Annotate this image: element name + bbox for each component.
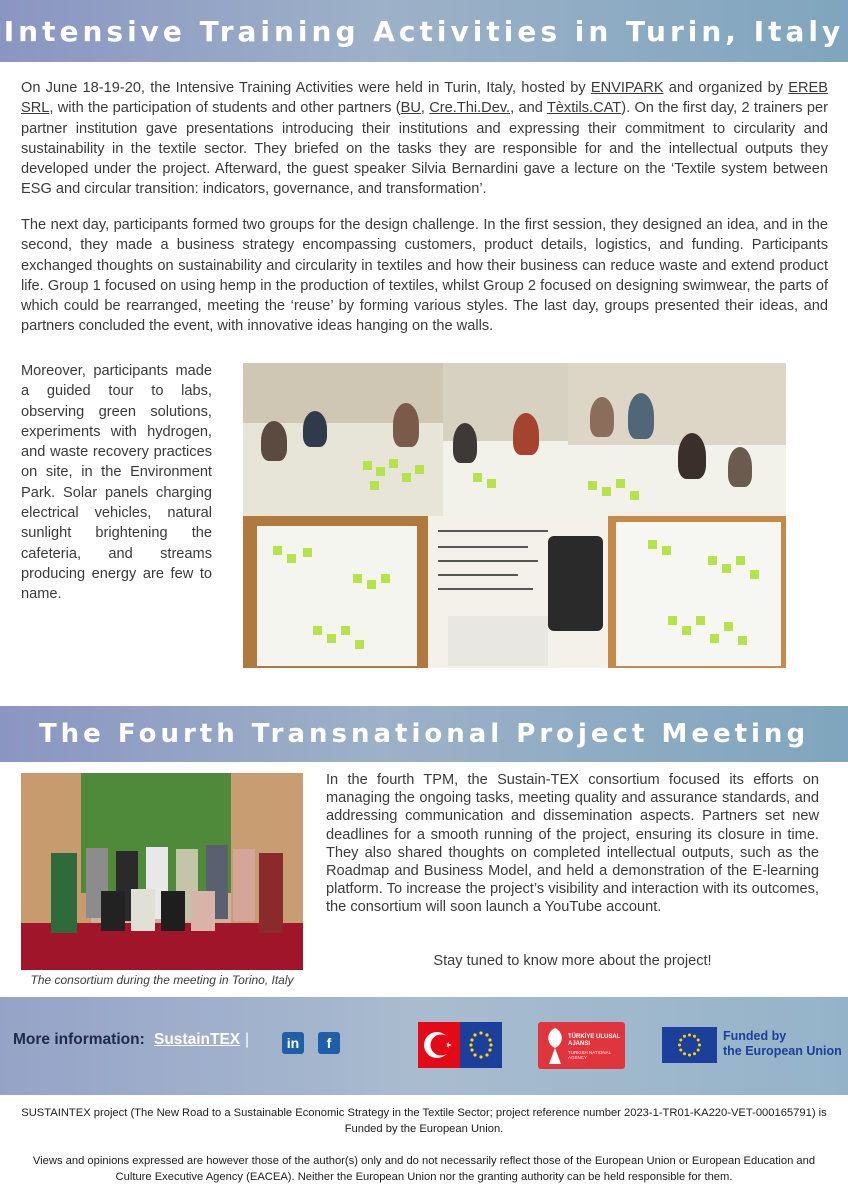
text-run: On June 18-19-20, the Intensive Training Activities were held in Turin, Italy, hosted by [21, 80, 591, 96]
ereb-link[interactable]: EREB SRL [21, 80, 828, 117]
photo-caption: The consortium during the meeting in Torino, Italy [30, 973, 294, 987]
photo-design-notes [428, 516, 608, 668]
turin-paragraph-3: Moreover, participants made a guided tour to labs, observing green solutions, experiments with hydrogen, and waste recovery practices on site, in the Environment Park. Solar panels charging electrical vehicles, natural sunlight brightening the cafeteria, and streams producing energy are few to name. [21, 363, 212, 603]
more-information-label: More information: [13, 1031, 145, 1048]
crescent-star-icon [418, 1022, 502, 1068]
text-run: , with the participation of students and other partners ( [49, 100, 401, 117]
agency-emblem-icon [540, 1022, 570, 1069]
crethidev-link[interactable]: Cre.Thi.Dev. [429, 100, 511, 117]
funded-by-eu-text [723, 1029, 842, 1059]
training-photo-collage [243, 363, 786, 668]
tpm-paragraph: In the fourth TPM, the Sustain-TEX consortium focused its efforts on managing the ongoing tasks, meeting quality and assurance standards, and addressing communication and dissemination aspects. Partners set new deadlines for a smooth running of the project, ensuring its closure in time. They also shared thoughts on completed intellectual outputs, such as the Roadmap and Business Model, and held a demonstration of the E-learning platform. To increase the project’s visibility and interaction with its outcomes, the consortium will soon launch a YouTube account. [326, 772, 819, 916]
stay-tuned-text: Stay tuned to know more about the project! [433, 953, 712, 969]
eu-flag [662, 1027, 717, 1063]
photo-canvas-1 [243, 516, 428, 668]
sustaintex-link[interactable]: SustainTEX [154, 1031, 241, 1048]
text-run: , [420, 100, 430, 117]
eu-stars-icon [662, 1027, 717, 1063]
funded-line-2: the European Union [723, 1044, 842, 1058]
agency-name: TÜRKİYE ULUSAL AJANSI [568, 1034, 621, 1047]
text-run: ). On the first day, 2 trainers per partner institution gave presentations introducing their institutions and expressing their commitment to circularity and sustainability in the textile sector. They briefed on the tasks they are responsible for and the intellectual outputs they developed under the project. Afterward, the guest speaker Silvia Bernardini gave a lecture on the ‘Textile system between ESG and circular transition: indicators, governance, and transformation’. [21, 100, 828, 198]
eu-disclaimer: Views and opinions expressed are however those of the author(s) only and do not necessarily reflect those of the European Union or European Education and Culture Executive Agency (EACEA). Neither the European Union nor the granting authority can be held responsible for them. [32, 1155, 816, 1183]
section-title-tpm: The Fourth Transnational Project Meeting [0, 706, 848, 762]
photo-discussion [568, 363, 786, 516]
funded-line-1: Funded by [723, 1029, 787, 1043]
text-run: , and [510, 100, 547, 117]
turin-paragraph-2: The next day, participants formed two groups for the design challenge. In the first session, they designed an idea, and in the second, they made a business strategy encompassing customers, product details, logistics, and funding. Participants exchanged thoughts on sustainability and circularity in textiles and how their business can reduce waste and extend product life. Group 1 focused on using hemp in the production of textiles, whilst Group 2 focused on designing swimwear, the parts of which could be rearranged, meeting the ‘reuse’ by forming various styles. The last day, groups presented their ideas, and partners concluded the event, with innovative ideas hanging on the walls. [21, 217, 828, 335]
photo-canvas-2 [608, 516, 786, 668]
photo-classroom [243, 363, 443, 516]
agency-subtitle: TURKISH NATIONAL AGENCY [568, 1050, 612, 1060]
project-funding-note: SUSTAINTEX project (The New Road to a Sustainable Economic Strategy in the Textile Sector; project reference number 2023-1-TR01-KA220-VET-000165791) is Funded by the European Union. [21, 1107, 827, 1135]
linkedin-icon[interactable]: in [282, 1032, 304, 1054]
link-separator: | [245, 1031, 250, 1048]
bu-link[interactable]: BU [400, 100, 421, 117]
textils-cat-link[interactable]: Tèxtils.CAT [546, 100, 622, 117]
text-run: and organized by [663, 80, 789, 96]
photo-group-working [443, 363, 568, 516]
section-title-turin: Intensive Training Activities in Turin, Italy [0, 0, 848, 62]
turkey-eu-flag-logo [418, 1022, 502, 1068]
consortium-group-photo [21, 773, 303, 970]
turin-paragraph-1 [21, 78, 828, 200]
envipark-link[interactable]: ENVIPARK [590, 80, 664, 96]
national-agency-logo [538, 1022, 625, 1069]
facebook-icon[interactable]: f [318, 1032, 340, 1054]
